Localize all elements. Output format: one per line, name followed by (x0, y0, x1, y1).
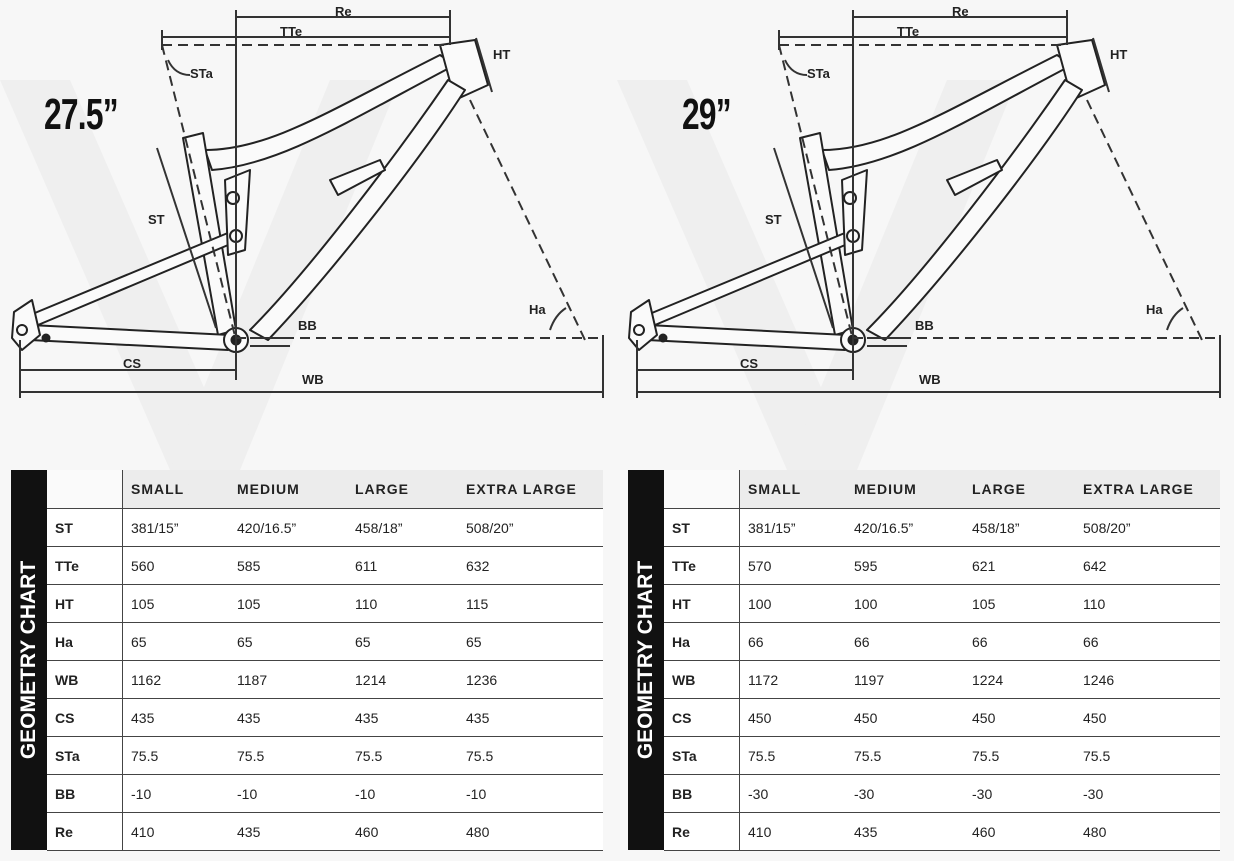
table-cell: 458/18” (347, 509, 458, 547)
label-cs: CS (123, 356, 142, 371)
label-wb: WB (302, 372, 324, 387)
table-row (47, 547, 603, 585)
table-cell: -30 (1075, 775, 1220, 813)
row-label: CS (664, 699, 740, 737)
table-cell: 480 (1075, 813, 1220, 851)
table-cell: -30 (740, 775, 847, 813)
table-cell: -10 (458, 775, 603, 813)
table-cell: 611 (347, 547, 458, 585)
table-cell: 460 (347, 813, 458, 851)
table-row (664, 585, 1220, 623)
table-row (664, 623, 1220, 661)
table-row (47, 661, 603, 699)
geometry-chart-side-label: GEOMETRY CHART (11, 470, 47, 850)
wheel-size-label: 29” (682, 90, 731, 139)
label-tte: TTe (897, 24, 920, 39)
row-label: TTe (664, 547, 740, 585)
table-cell: 1172 (740, 661, 847, 699)
table-row (664, 737, 1220, 775)
table-cell: 65 (229, 623, 347, 661)
table-cell: 410 (740, 813, 847, 851)
table-cell: 100 (740, 585, 847, 623)
row-label: WB (47, 661, 123, 699)
table-cell: 110 (347, 585, 458, 623)
table-cell: 100 (846, 585, 964, 623)
table-cell: 480 (458, 813, 603, 851)
table-row (47, 585, 603, 623)
column-header: MEDIUM (229, 470, 347, 509)
table-cell: 435 (458, 699, 603, 737)
table-cell: 410 (123, 813, 230, 851)
table-cell: 560 (123, 547, 230, 585)
column-header: MEDIUM (846, 470, 964, 509)
row-label: CS (47, 699, 123, 737)
table-cell: 75.5 (229, 737, 347, 775)
table-cell: 595 (846, 547, 964, 585)
table-cell: -10 (229, 775, 347, 813)
table-cell: 66 (846, 623, 964, 661)
table-cell: 115 (458, 585, 603, 623)
table-row (47, 699, 603, 737)
table-cell: 450 (964, 699, 1075, 737)
table-cell: 75.5 (740, 737, 847, 775)
table-cell: 65 (123, 623, 230, 661)
geometry-table (664, 470, 1220, 851)
table-cell: 585 (229, 547, 347, 585)
table-body (664, 509, 1220, 851)
table-cell: 1214 (347, 661, 458, 699)
table-cell: 508/20” (458, 509, 603, 547)
row-label: STa (664, 737, 740, 775)
table-cell: 75.5 (846, 737, 964, 775)
column-header: SMALL (123, 470, 230, 509)
geometry-panel-29 (617, 0, 1234, 861)
table-header-row (47, 470, 603, 509)
label-tte: TTe (280, 24, 303, 39)
table-cell: 621 (964, 547, 1075, 585)
table-cell: 105 (229, 585, 347, 623)
table-cell: -10 (347, 775, 458, 813)
row-label: ST (47, 509, 123, 547)
table-cell: 632 (458, 547, 603, 585)
label-sta: STa (190, 66, 213, 81)
table-cell: 66 (1075, 623, 1220, 661)
table-cell: 105 (123, 585, 230, 623)
table-cell: 570 (740, 547, 847, 585)
table-cell: 1236 (458, 661, 603, 699)
table-cell: 110 (1075, 585, 1220, 623)
table-body (47, 509, 603, 851)
table-row (664, 699, 1220, 737)
table-cell: -10 (123, 775, 230, 813)
row-label: STa (47, 737, 123, 775)
row-label: WB (664, 661, 740, 699)
row-label: BB (47, 775, 123, 813)
row-label: Ha (664, 623, 740, 661)
table-cell: 66 (964, 623, 1075, 661)
table-cell: 66 (740, 623, 847, 661)
label-st: ST (765, 212, 782, 227)
label-re: Re (952, 4, 969, 19)
label-ha: Ha (529, 302, 546, 317)
label-ha: Ha (1146, 302, 1163, 317)
table-cell: 435 (229, 813, 347, 851)
table-corner-cell (47, 470, 123, 509)
label-ht: HT (493, 47, 511, 62)
table-cell: 642 (1075, 547, 1220, 585)
table-row (664, 661, 1220, 699)
table-cell: 75.5 (964, 737, 1075, 775)
table-cell: 105 (964, 585, 1075, 623)
row-label: TTe (47, 547, 123, 585)
table-row (664, 547, 1220, 585)
table-row (47, 775, 603, 813)
table-cell: 1187 (229, 661, 347, 699)
label-ht: HT (1110, 47, 1128, 62)
geometry-table (47, 470, 603, 851)
table-row (47, 813, 603, 851)
table-row (47, 509, 603, 547)
row-label: Re (664, 813, 740, 851)
table-cell: 508/20” (1075, 509, 1220, 547)
table-cell: 450 (846, 699, 964, 737)
table-cell: 450 (1075, 699, 1220, 737)
table-cell: 1197 (846, 661, 964, 699)
frame-geometry-diagram (0, 0, 617, 470)
table-cell: -30 (846, 775, 964, 813)
column-header: SMALL (740, 470, 847, 509)
label-sta: STa (807, 66, 830, 81)
table-cell: 65 (458, 623, 603, 661)
table-cell: 381/15” (123, 509, 230, 547)
geometry-chart (628, 470, 1222, 850)
table-cell: 435 (123, 699, 230, 737)
table-row (47, 623, 603, 661)
table-row (47, 737, 603, 775)
row-label: HT (47, 585, 123, 623)
table-cell: 1224 (964, 661, 1075, 699)
table-cell: -30 (964, 775, 1075, 813)
table-row (664, 509, 1220, 547)
table-cell: 75.5 (1075, 737, 1220, 775)
frame-geometry-diagram (617, 0, 1234, 470)
table-header-row (664, 470, 1220, 509)
label-bb: BB (915, 318, 934, 333)
table-cell: 458/18” (964, 509, 1075, 547)
row-label: Re (47, 813, 123, 851)
table-cell: 65 (347, 623, 458, 661)
column-header: EXTRA LARGE (1075, 470, 1220, 509)
wheel-size-label: 27.5” (44, 90, 118, 139)
table-cell: 420/16.5” (846, 509, 964, 547)
label-bb: BB (298, 318, 317, 333)
column-header: LARGE (347, 470, 458, 509)
row-label: BB (664, 775, 740, 813)
column-header: EXTRA LARGE (458, 470, 603, 509)
table-cell: 1162 (123, 661, 230, 699)
table-cell: 75.5 (347, 737, 458, 775)
label-re: Re (335, 4, 352, 19)
row-label: HT (664, 585, 740, 623)
label-wb: WB (919, 372, 941, 387)
table-cell: 75.5 (458, 737, 603, 775)
table-cell: 460 (964, 813, 1075, 851)
table-cell: 75.5 (123, 737, 230, 775)
table-cell: 435 (347, 699, 458, 737)
geometry-chart (11, 470, 605, 850)
geometry-chart-side-label: GEOMETRY CHART (628, 470, 664, 850)
row-label: ST (664, 509, 740, 547)
row-label: Ha (47, 623, 123, 661)
label-cs: CS (740, 356, 759, 371)
table-cell: 435 (846, 813, 964, 851)
table-row (664, 775, 1220, 813)
table-cell: 381/15” (740, 509, 847, 547)
table-cell: 1246 (1075, 661, 1220, 699)
table-row (664, 813, 1220, 851)
table-corner-cell (664, 470, 740, 509)
label-st: ST (148, 212, 165, 227)
table-cell: 450 (740, 699, 847, 737)
table-cell: 435 (229, 699, 347, 737)
table-cell: 420/16.5” (229, 509, 347, 547)
column-header: LARGE (964, 470, 1075, 509)
